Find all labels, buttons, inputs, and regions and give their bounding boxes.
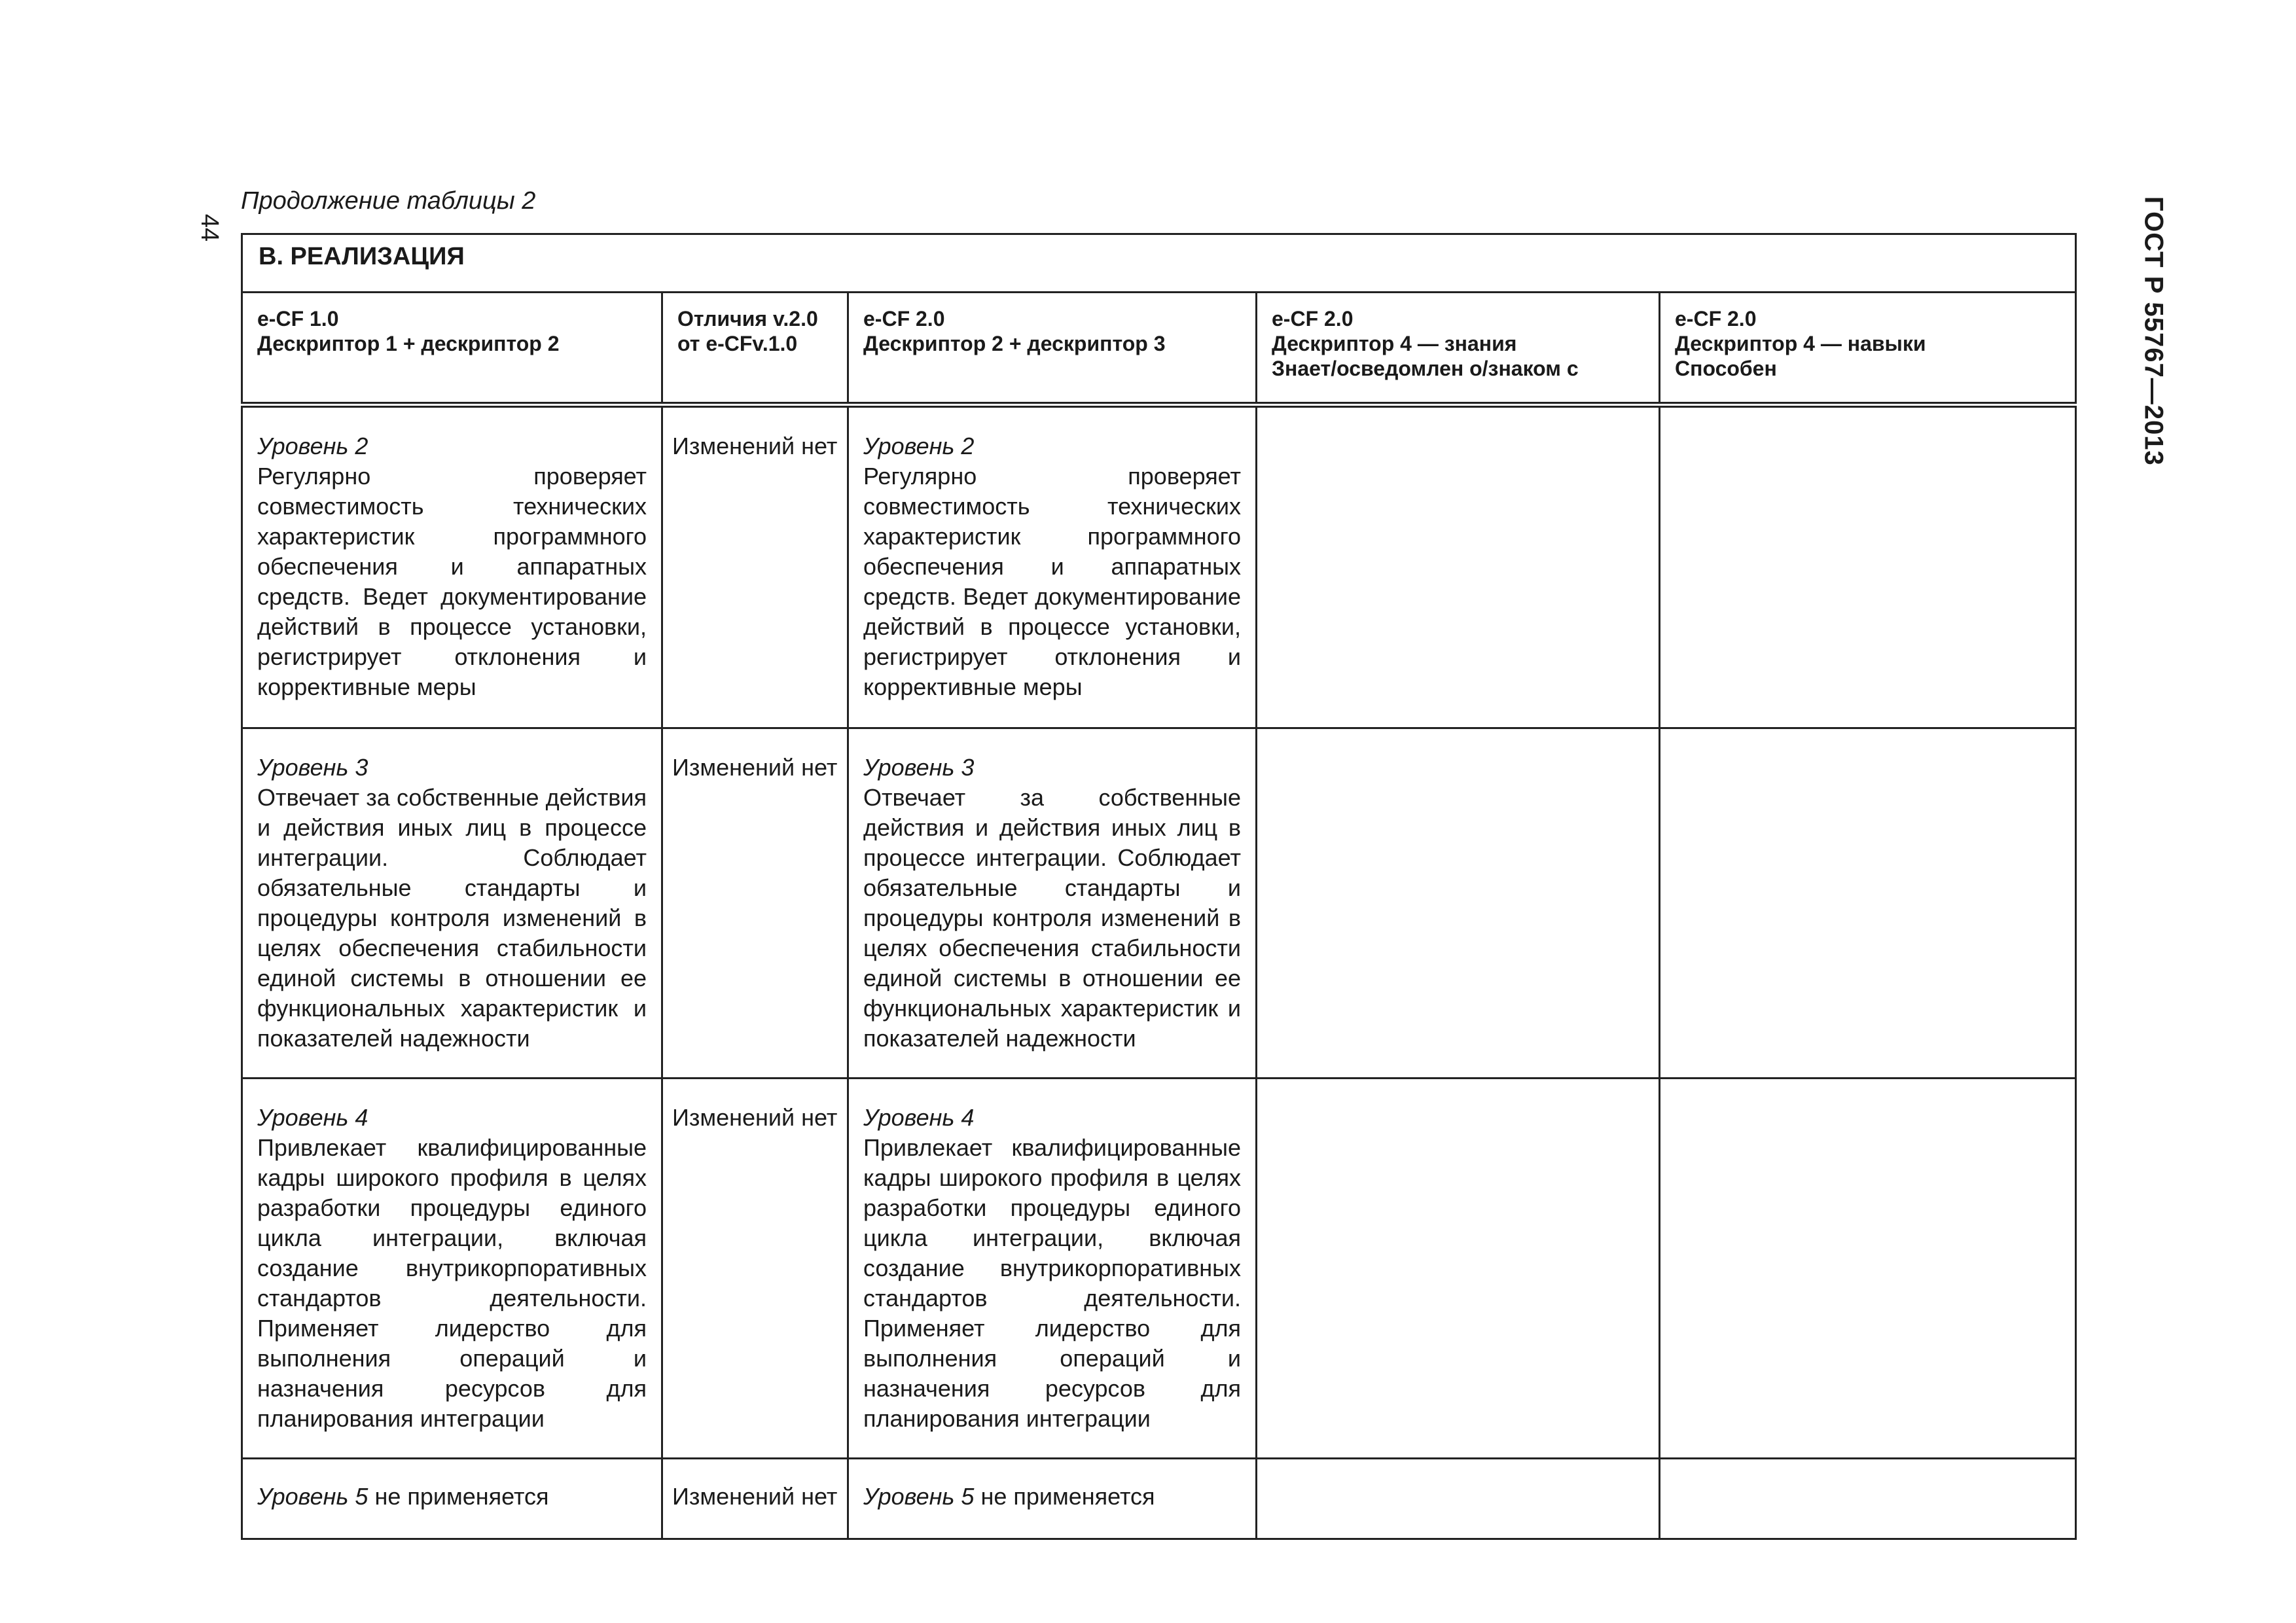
knowledge-cell <box>1257 1459 1660 1539</box>
v2-cell <box>848 728 1257 1079</box>
standard-identifier <box>2134 196 2173 471</box>
section-title: B. РЕАЛИЗАЦИЯ <box>242 234 2076 293</box>
skills-cell <box>1660 728 2076 1079</box>
v2-cell <box>848 1459 1257 1539</box>
header-line: Отличия v.2.0 <box>677 307 818 330</box>
table-caption: Продолжение таблицы 2 <box>241 187 536 215</box>
header-line: Знает/осведомлен о/знаком с <box>1272 357 1579 380</box>
level-label: Уровень 3 <box>863 754 975 781</box>
header-line: e-CF 2.0 <box>863 307 945 330</box>
v1-cell <box>242 1459 662 1539</box>
v2-cell <box>848 405 1257 728</box>
table-row <box>242 1459 2076 1539</box>
header-ecf1 <box>242 293 662 405</box>
diff-cell: Изменений нет <box>662 405 848 728</box>
header-line: Дескриптор 1 + дескриптор 2 <box>257 332 560 355</box>
level-description: Привлекает квалифицированные кадры широкого профиля в целях разработки процедуры единого цикла интеграции, включая создание внутрикорпоративных стандартов деятельности. Применяет лидерство для выполнения операций и назначения ресурсов для планирования интеграции <box>863 1134 1241 1432</box>
header-line: Дескриптор 4 — навыки <box>1675 332 1926 355</box>
header-ecf2 <box>848 293 1257 405</box>
level-label: Уровень 5 <box>257 1483 368 1510</box>
diff-cell: Изменений нет <box>662 1079 848 1459</box>
header-skills <box>1660 293 2076 405</box>
level-description: Регулярно проверяет совместимость технических характеристик программного обеспечения и аппаратных средств. Ведет документирование действий в процессе установки, регистрирует отклонения и коррективные меры <box>863 463 1241 700</box>
level-label: Уровень 3 <box>257 754 368 781</box>
level-label: Уровень 4 <box>863 1104 975 1131</box>
level-description: не применяется <box>374 1483 549 1510</box>
level-label: Уровень 5 <box>863 1483 975 1510</box>
v1-cell <box>242 728 662 1079</box>
header-line: e-CF 1.0 <box>257 307 339 330</box>
v1-cell <box>242 405 662 728</box>
level-description: Отвечает за собственные действия и действия иных лиц в процессе интеграции. Соблюдает обязательные стандарты и процедуры контроля изменений в целях обеспечения стабильности единой системы в отношении ее функциональных характеристик и показателей надежности <box>863 784 1241 1052</box>
level-description: не применяется <box>980 1483 1155 1510</box>
header-line: от e-CFv.1.0 <box>677 332 798 355</box>
standard-identifier-text: ГОСТ Р 55767—2013 <box>2139 196 2168 466</box>
diff-cell: Изменений нет <box>662 1459 848 1539</box>
v1-cell <box>242 1079 662 1459</box>
header-line: Способен <box>1675 357 1777 380</box>
header-knowledge <box>1257 293 1660 405</box>
level-label: Уровень 4 <box>257 1104 368 1131</box>
level-label: Уровень 2 <box>863 433 975 459</box>
v2-cell <box>848 1079 1257 1459</box>
knowledge-cell <box>1257 405 1660 728</box>
skills-cell <box>1660 405 2076 728</box>
table-row <box>242 405 2076 728</box>
table-row <box>242 1079 2076 1459</box>
knowledge-cell <box>1257 728 1660 1079</box>
header-line: Дескриптор 4 — знания <box>1272 332 1517 355</box>
level-description: Привлекает квалифицированные кадры широкого профиля в целях разработки процедуры единого цикла интеграции, включая создание внутрикорпоративных стандартов деятельности. Применяет лидерство для выполнения операций и назначения ресурсов для планирования интеграции <box>257 1134 647 1432</box>
header-line: e-CF 2.0 <box>1272 307 1354 330</box>
table-row <box>242 728 2076 1079</box>
skills-cell <box>1660 1079 2076 1459</box>
knowledge-cell <box>1257 1079 1660 1459</box>
header-line: Дескриптор 2 + дескриптор 3 <box>863 332 1166 355</box>
descriptor-table <box>241 233 2077 1540</box>
header-line: e-CF 2.0 <box>1675 307 1757 330</box>
diff-cell: Изменений нет <box>662 728 848 1079</box>
header-diff <box>662 293 848 405</box>
page-number: 44 <box>196 213 223 242</box>
level-label: Уровень 2 <box>257 433 368 459</box>
level-description: Отвечает за собственные действия и действия иных лиц в процессе интеграции. Соблюдает обязательные стандарты и процедуры контроля изменений в целях обеспечения стабильности единой системы в отношении ее функциональных характеристик и показателей надежности <box>257 784 647 1052</box>
skills-cell <box>1660 1459 2076 1539</box>
level-description: Регулярно проверяет совместимость технических характеристик программного обеспечения и аппаратных средств. Ведет документирование действий в процессе установки, регистрирует отклонения и коррективные меры <box>257 463 647 700</box>
